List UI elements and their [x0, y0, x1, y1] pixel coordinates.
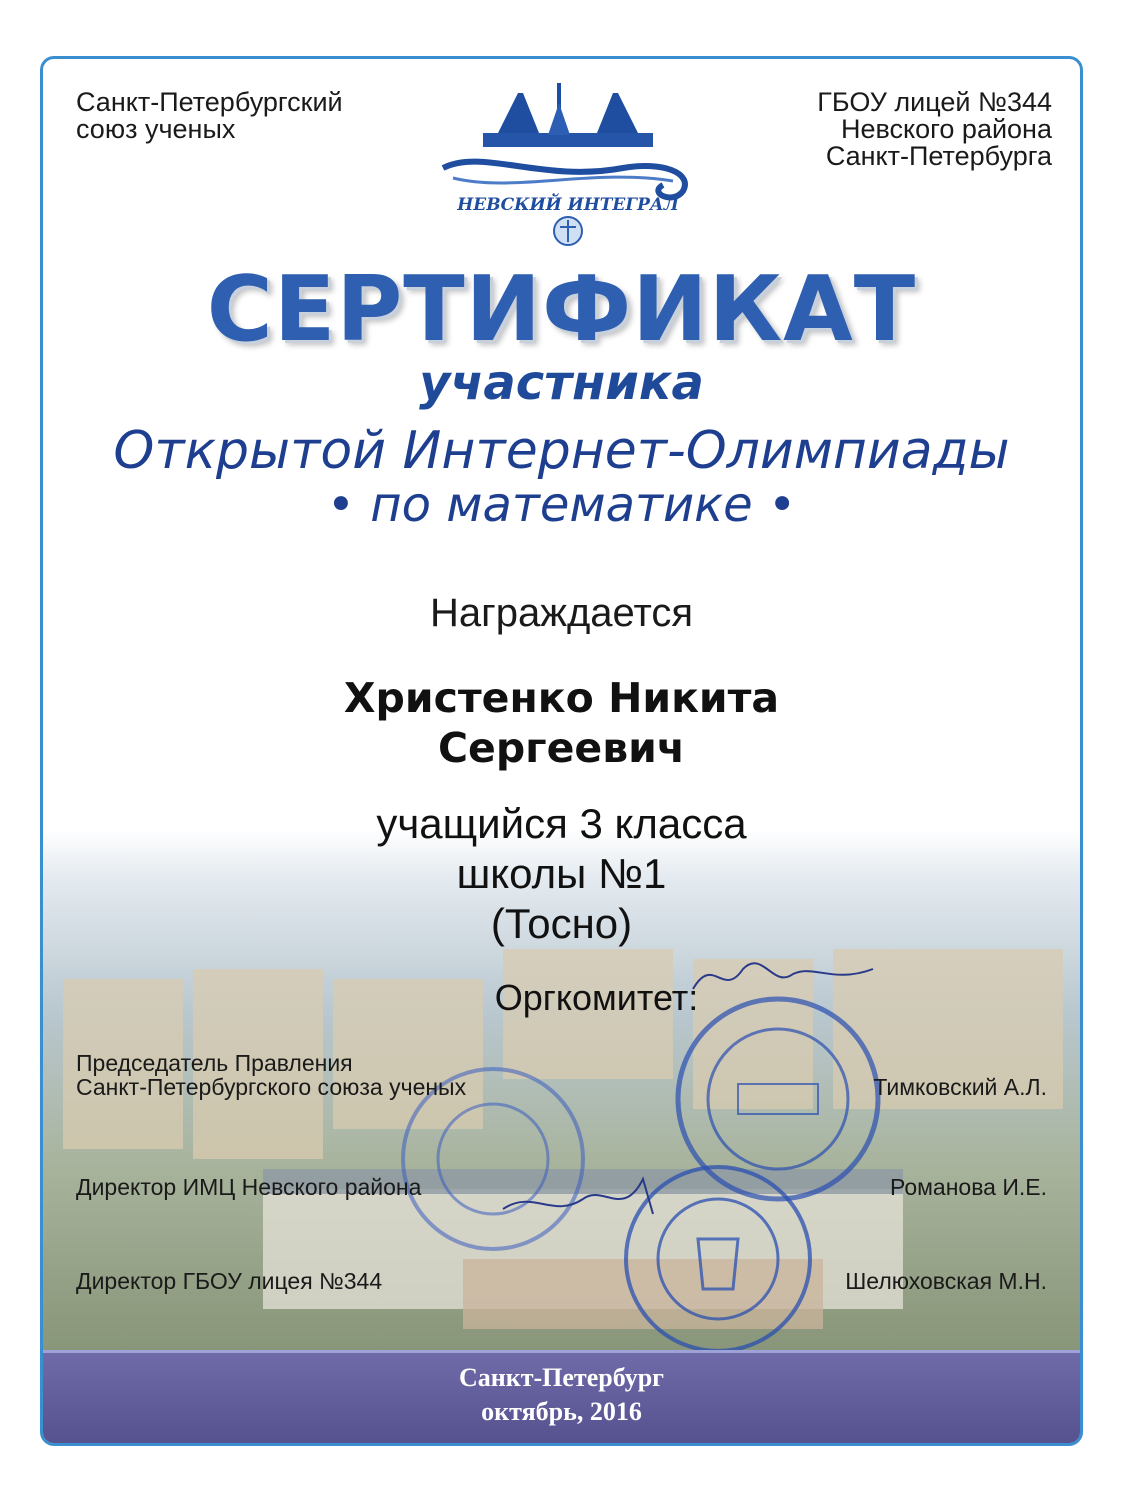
- signature-title: [76, 1051, 466, 1099]
- footer-city: Санкт-Петербург: [459, 1363, 664, 1392]
- organizer-left-line1: Санкт-Петербургский: [76, 87, 343, 117]
- signature-title-line1: Председатель Правления: [76, 1050, 353, 1076]
- signature-name: Шелюховская М.Н.: [845, 1268, 1047, 1294]
- signature-row-lyceum: [76, 1269, 1047, 1295]
- certificate-frame: [40, 56, 1083, 1446]
- footer-date: октябрь, 2016: [481, 1397, 642, 1426]
- organizer-left: [76, 89, 343, 143]
- subtitle-participant: участника: [419, 355, 704, 411]
- committee-label: Оргкомитет:: [494, 977, 699, 1018]
- organizer-right: [817, 89, 1052, 170]
- recipient-details: [43, 799, 1080, 949]
- nevsky-integral-logo: [423, 73, 713, 248]
- organizer-right-line1: ГБОУ лицей №344: [817, 87, 1052, 117]
- recipient-city: (Тосно): [490, 900, 633, 947]
- recipient-school: школы №1: [456, 850, 667, 897]
- signature-name: Тимковский А.Л.: [873, 1074, 1047, 1100]
- subtitle-subject: • по математике •: [326, 477, 797, 533]
- recipient-name-line1: Христенко Никита: [343, 674, 780, 722]
- awarded-label: Награждается: [429, 591, 693, 635]
- organizer-left-line2: союз ученых: [76, 114, 236, 144]
- organizer-right-line2: Невского района: [840, 114, 1052, 144]
- signature-icon: [683, 949, 883, 1009]
- recipient-name-line2: Сергеевич: [437, 724, 686, 772]
- footer-band: [43, 1350, 1080, 1443]
- recipient-name: [43, 673, 1080, 773]
- subtitle-olympiad: Открытой Интернет-Олимпиады: [113, 421, 1010, 481]
- signature-name: Романова И.Е.: [889, 1174, 1047, 1200]
- logo-text: НЕВСКИЙ ИНТЕГРАЛ: [457, 195, 679, 215]
- organizer-right-line3: Санкт-Петербурга: [825, 141, 1052, 171]
- signature-title-line2: Санкт-Петербургского союза ученых: [76, 1074, 467, 1100]
- signature-row-chairman: [76, 1051, 1047, 1101]
- signature-title: Директор ГБОУ лицея №344: [76, 1268, 383, 1294]
- signature-row-imc: [76, 1175, 1047, 1201]
- signature-title: Директор ИМЦ Невского района: [76, 1174, 422, 1200]
- certificate-title: СЕРТИФИКАТ: [206, 257, 917, 362]
- recipient-grade: учащийся 3 класса: [376, 800, 747, 847]
